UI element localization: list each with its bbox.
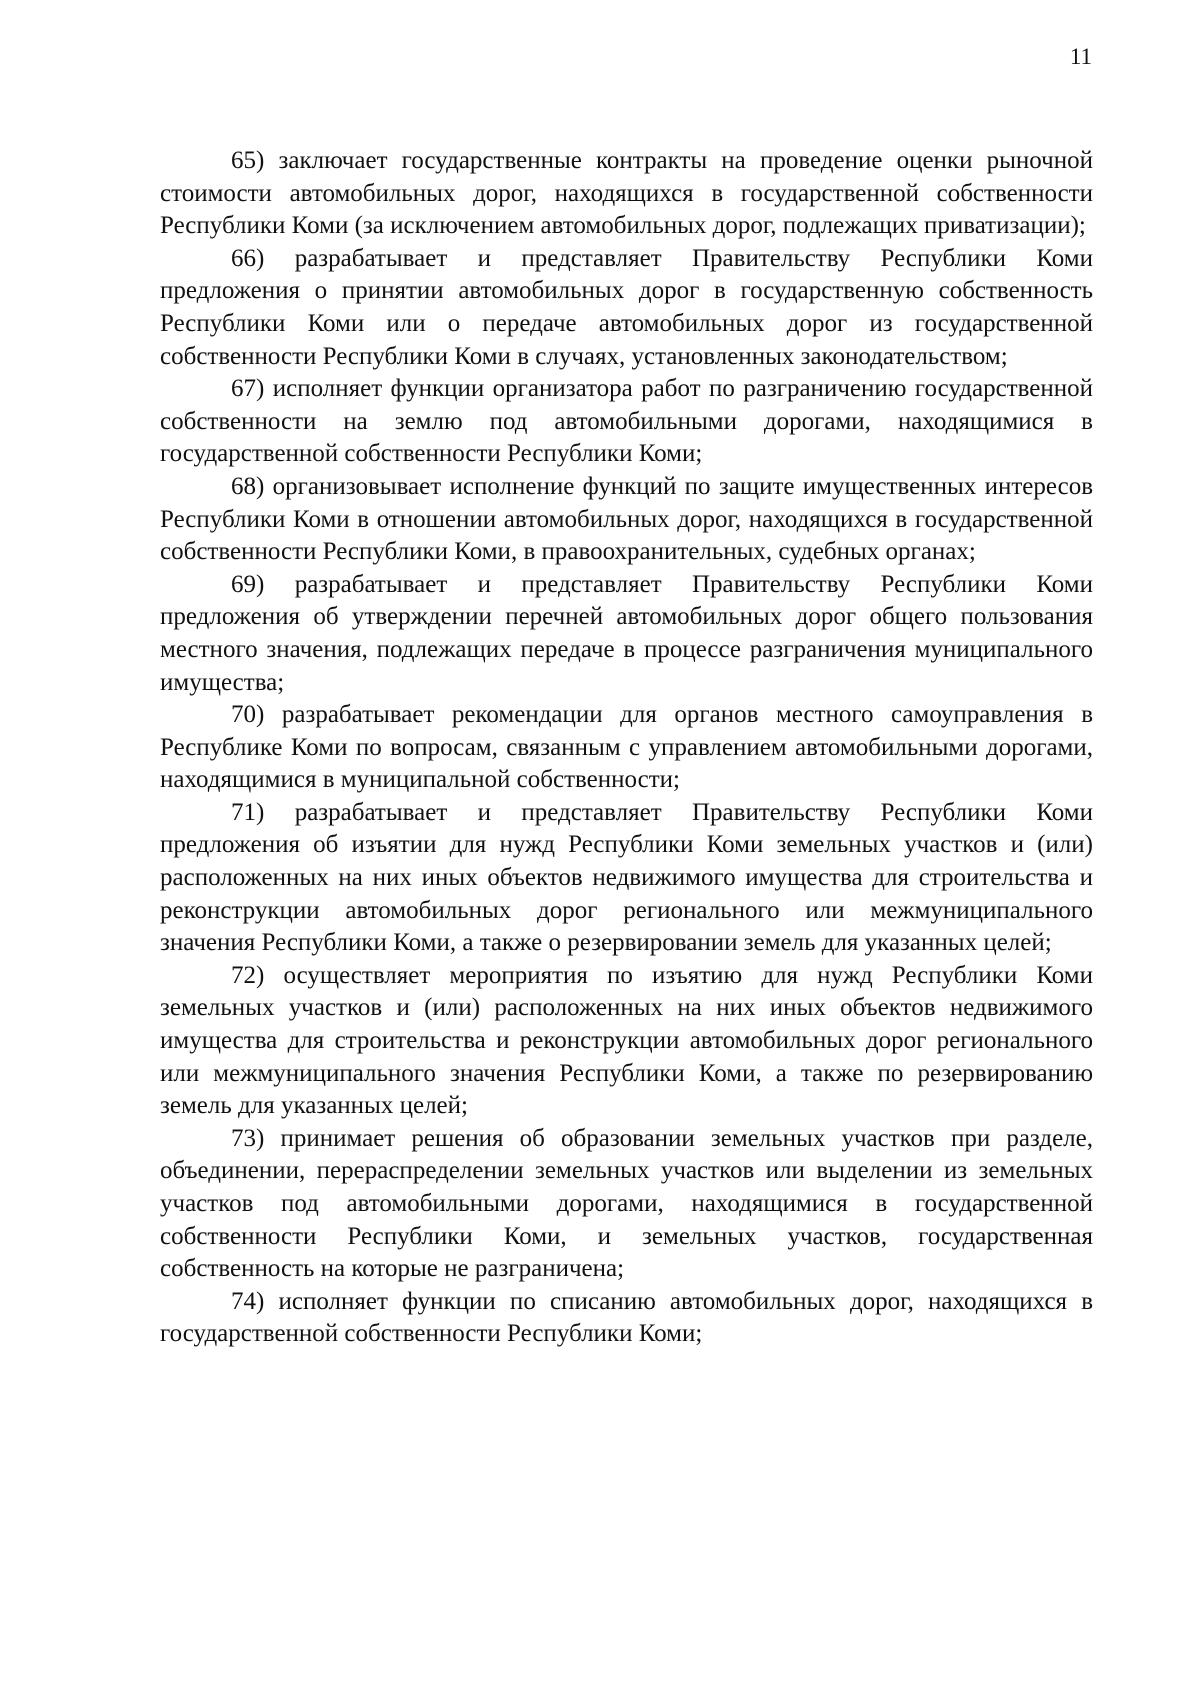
paragraph-74: 74) исполняет функции по списанию автомобильных дорог, находящихся в государственной собственности Республики Коми;: [160, 1287, 1093, 1348]
paragraph-72: 72) осуществляет мероприятия по изъятию для нужд Республики Коми земельных участков и (или) расположенных на них иных объектов недвижимого имущества для строительства и реконструкции автомобильных дорог регионального или межмуниципального значения Республики Коми, а также по резервированию земель для указанных целей;: [160, 961, 1093, 1120]
paragraph-69: 69) разрабатывает и представляет Правительству Республики Коми предложения об утверждении перечней автомобильных дорог общего пользования местного значения, подлежащих передаче в процессе разграничения муниципального имущества;: [160, 570, 1093, 696]
paragraph-71: 71) разрабатывает и представляет Правительству Республики Коми предложения об изъятии для нужд Республики Коми земельных участков и (или) расположенных на них иных объектов недвижимого имущества для строительства и реконструкции автомобильных дорог регионального или межмуниципального значения Республики Коми, а также о резервировании земель для указанных целей;: [160, 798, 1093, 957]
paragraph-68: 68) организовывает исполнение функций по защите имущественных интересов Республики Коми в отношении автомобильных дорог, находящихся в государственной собственности Республики Коми, в правоохранительных, судебных органах;: [160, 472, 1093, 566]
page-number: 11: [1069, 44, 1092, 69]
paragraph-67: 67) исполняет функции организатора работ по разграничению государственной собственности на землю под автомобильными дорогами, находящимися в государственной собственности Республики Коми;: [160, 375, 1093, 468]
paragraph-73: 73) принимает решения об образовании земельных участков при разделе, объединении, перераспределении земельных участков или выделении из земельных участков под автомобильными дорогами, находящимися в государственной собственности Республики Коми, и земельных участков, государственная собственность на которые не разграничена;: [160, 1124, 1093, 1283]
paragraph-65: 65) заключает государственные контракты на проведение оценки рыночной стоимости автомобильных дорог, находящихся в государственной собственности Республики Коми (за исключением автомобильных дорог, подлежащих приватизации);: [160, 147, 1093, 240]
document-body: [160, 145, 1093, 1351]
paragraph-66: 66) разрабатывает и представляет Правительству Республики Коми предложения о принятии автомобильных дорог в государственную собственность Республики Коми или о передаче автомобильных дорог из государственной собственности Республики Коми в случаях, установленных законодательством;: [160, 244, 1093, 370]
paragraph-70: 70) разрабатывает рекомендации для органов местного самоуправления в Республике Коми по вопросам, связанным с управлением автомобильными дорогами, находящимися в муниципальной собственности;: [160, 701, 1093, 794]
